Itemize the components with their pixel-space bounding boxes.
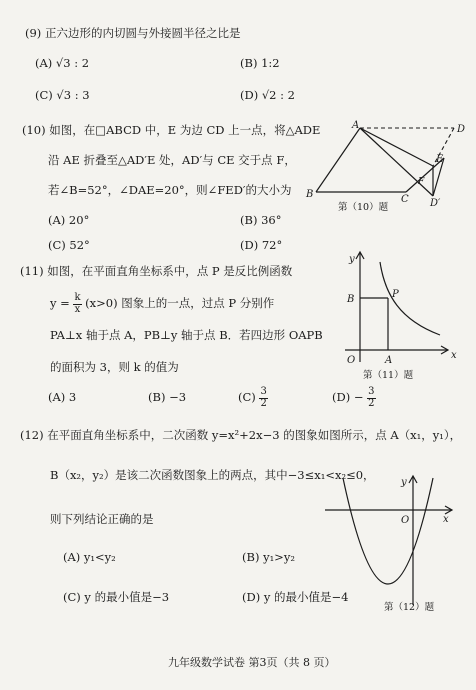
q11-label-x: x <box>451 350 457 361</box>
q12-stem-line1: (12) 在平面直角坐标系中，二次函数 y=x²+2x−3 的图象如图所示，点 A（x₁，y₁）， <box>20 428 462 442</box>
q11-stem-line2-rest: (x>0) 图象上的一点，过点 P 分别作 <box>85 296 275 310</box>
q10-label-dprime: D′ <box>430 198 441 209</box>
q12-option-c: (C) y 的最小值是−3 <box>63 590 170 604</box>
q10-option-c: (C) 52° <box>48 238 90 252</box>
q9-option-a: (A) √3 : 2 <box>35 56 90 70</box>
q11-option-d-denominator: 2 <box>368 397 375 409</box>
q11-y-equals: y = <box>50 296 70 310</box>
q10-stem-line3: 若∠B=52°，∠DAE=20°，则∠FED′的大小为 <box>48 183 292 197</box>
q10-label-f: F <box>418 177 425 187</box>
q11-stem-line4: 的面积为 3，则 k 的值为 <box>50 360 179 374</box>
q10-option-d: (D) 72° <box>240 238 283 252</box>
q10-option-a: (A) 20° <box>48 213 90 227</box>
q12-label-x: x <box>443 514 449 525</box>
q12-stem-line2: B（x₂，y₂）是该二次函数图象上的两点，其中−3≤x₁<x₂≤0， <box>50 468 375 482</box>
q11-label-b: B <box>347 294 355 305</box>
q12-label-o: O <box>401 515 410 526</box>
q11-fraction-denominator: x <box>74 303 81 315</box>
q10-option-b: (B) 36° <box>240 213 282 227</box>
q12-option-a: (A) y₁<y₂ <box>63 550 116 564</box>
q11-option-d-numerator: 3 <box>368 386 375 397</box>
q10-caption: 第（10）题 <box>338 202 389 213</box>
q9-option-c: (C) √3 : 3 <box>35 88 90 102</box>
q11-label-a: A <box>385 355 393 366</box>
q11-option-c-numerator: 3 <box>260 386 267 397</box>
q12-option-d: (D) y 的最小值是−4 <box>242 590 349 604</box>
q11-stem-line3: PA⊥x 轴于点 A，PB⊥y 轴于点 B．若四边形 OAPB <box>50 328 323 342</box>
q12-option-b: (B) y₁>y₂ <box>242 550 295 564</box>
q10-label-e: E <box>436 154 444 165</box>
q11-label-o: O <box>347 355 356 366</box>
q12-label-y: y <box>401 477 407 488</box>
q11-fraction-numerator: k <box>74 292 81 303</box>
q11-option-c-denominator: 2 <box>260 397 267 409</box>
q10-stem-line1: (10) 如图，在□ABCD 中，E 为边 CD 上一点，将△ADE <box>22 123 321 137</box>
q10-label-c: C <box>401 194 409 205</box>
q11-stem-line1: (11) 如图，在平面直角坐标系中，点 P 是反比例函数 <box>20 264 293 278</box>
q10-stem-line2: 沿 AE 折叠至△AD′E 处，AD′与 CE 交于点 F， <box>48 153 296 167</box>
q11-option-d-label: (D) − <box>332 390 364 404</box>
q11-label-y: y <box>349 254 355 265</box>
q11-caption: 第（11）题 <box>363 370 414 381</box>
q9-option-b: (B) 1:2 <box>240 56 280 70</box>
q11-option-c-label: (C) <box>238 390 256 404</box>
q12-caption: 第（12）题 <box>384 602 435 613</box>
q11-label-p: P <box>392 289 399 300</box>
q11-option-a: (A) 3 <box>48 390 77 404</box>
q9-option-d: (D) √2 : 2 <box>240 88 295 102</box>
q12-stem-line3: 则下列结论正确的是 <box>50 512 154 526</box>
q10-label-b: B <box>306 189 314 200</box>
q10-label-d: D <box>457 124 466 135</box>
q10-label-a: A <box>352 120 360 131</box>
q9-stem: (9) 正六边形的内切圆与外接圆半径之比是 <box>25 26 241 40</box>
q11-option-b: (B) −3 <box>148 390 187 404</box>
page-footer: 九年级数学试卷 第3页（共 8 页） <box>168 656 336 669</box>
